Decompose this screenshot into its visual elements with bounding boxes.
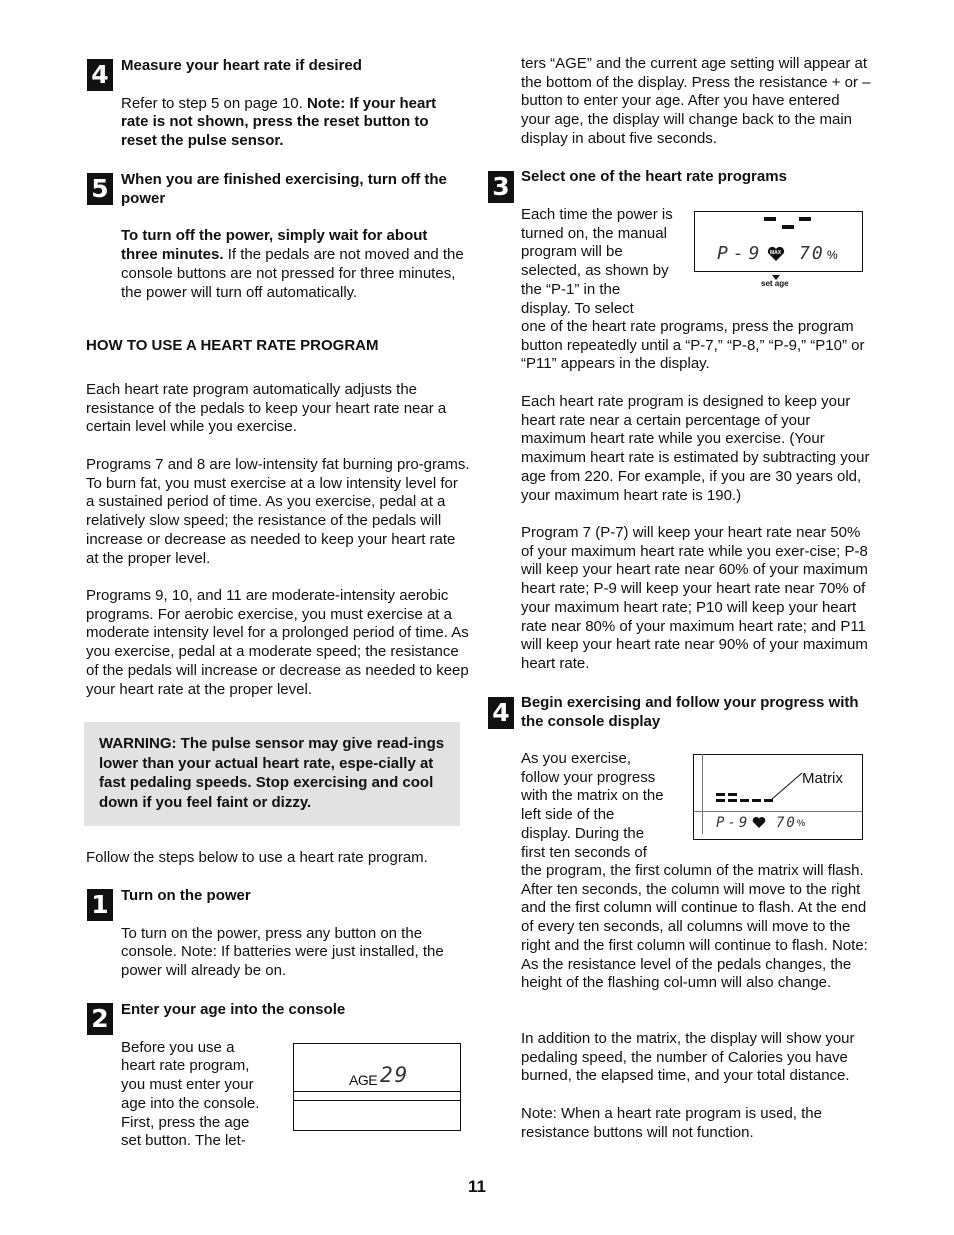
heart-max-label: MAX [770, 250, 782, 256]
step-4-number: 4 [87, 59, 113, 91]
left-para-3: Programs 9, 10, and 11 are moderate-intensity aerobic programs. For aerobic exercise, you must exercise at a moderate intensity level for a prolonged period of time. As you exercise, pedal at a moderate speed; the resistance of the pedals will increase or decrease as needed to keep your heart rate at the proper level. [86, 587, 469, 698]
heart-icon [752, 816, 766, 829]
step-5-body: To turn off the power, simply wait for about three minutes. If the pedals are not moved and the console buttons are not pressed for three minutes, the power will turn off automatically. [121, 227, 464, 301]
step-5-number: 5 [87, 173, 113, 205]
step-4b-para-2: In addition to the matrix, the display will show your pedaling speed, the number of Calories you have burned, the elapsed time, and your total distance. [521, 1030, 855, 1085]
step-3-body-wrap: Each time the power is turned on, the manual program will be selected, as shown by the “P-1” in the display. To select [521, 206, 673, 317]
percent-sign: % [797, 818, 806, 828]
matrix-label: Matrix [802, 770, 843, 787]
step-4b-number: 4 [488, 697, 514, 729]
step-4b-para-3: Note: When a heart rate program is used, the resistance buttons will not function. [521, 1105, 822, 1141]
left-para-2: Programs 7 and 8 are low-intensity fat burning pro-grams. To burn fat, you must exercise at a low intensity level for a sustained period of time. As you exercise, pedal at a relatively slow speed; the resistance of the pedals will increase or decrease as needed to keep your heart rate at the proper level. [86, 456, 470, 567]
age-display-label: AGE [349, 1072, 378, 1088]
step-2-title: Enter your age into the console [121, 1001, 346, 1018]
step-5-block [121, 171, 466, 302]
step-4b-body: the program, the first column of the matrix will flash. After ten seconds, the column will move to the right and the first column will continue to flash. At the end of every ten seconds, all columns will move to the right and the first column will continue to flash. Note: As the resistance level of the pedals changes, the height of the flashing col-umn will also change. [521, 862, 868, 992]
step-4b-title: Begin exercising and follow your progress with the console display [521, 694, 859, 730]
step-3-para-3: Program 7 (P-7) will keep your heart rate near 50% of your maximum heart rate while you exer-cise; P-8 will keep your heart rate near 60% of your maximum heart rate; P-9 will keep your heart rate near 70% of your maximum heart rate; P10 will keep your heart rate near 80% of your maximum heart rate; and P11 will keep your heart rate near 90% of your maximum heart rate. [521, 524, 868, 672]
step-4-block [121, 57, 466, 151]
matrix-bar [716, 793, 725, 796]
step-4-title: Measure your heart rate if desired [121, 57, 362, 74]
matrix-bar [728, 799, 737, 802]
left-para-1: Each heart rate program automatically adjusts the resistance of the pedals to keep your heart rate near a certain level while you exercise. [86, 381, 447, 436]
program-number: P-9 [716, 815, 751, 831]
program-display-illustration [694, 211, 863, 272]
percent-sign: % [827, 248, 838, 262]
age-display-divider-bottom [294, 1100, 460, 1101]
step-2-body: Before you use a heart rate program, you must enter your age into the console. First, press the age set button. The let- [121, 1038, 260, 1150]
step-4b-body-wrap: As you exercise, follow your progress with the matrix on the left side of the display. During the first ten seconds of [521, 750, 664, 861]
matrix-bar [740, 799, 749, 802]
program-number: P-9 [717, 243, 765, 264]
matrix-bar [799, 217, 811, 221]
age-display-illustration [293, 1043, 461, 1131]
step-1-body: To turn on the power, press any button on the console. Note: If batteries were just installed, the power will already be on. [121, 924, 444, 980]
step-2-number: 2 [87, 1003, 113, 1035]
step-1-number: 1 [87, 889, 113, 921]
set-age-caption: set age [761, 279, 789, 288]
step-1-block [121, 887, 463, 981]
follow-steps-text: Follow the steps below to use a heart rate program. [86, 849, 428, 866]
warning-box [84, 722, 460, 826]
matrix-bar [782, 225, 794, 229]
age-display-divider-top [294, 1091, 460, 1092]
matrix-bar [764, 217, 776, 221]
matrix-bar [716, 799, 725, 802]
heart-icon [767, 246, 785, 262]
matrix-bar [752, 799, 761, 802]
warning-text: WARNING: The pulse sensor may give read-ings lower than your actual heart rate, espe-cially at fast pedaling speeds. Stop exercising and cool down if you feel faint or dizzy. [99, 735, 445, 811]
step-3-para-2: Each heart rate program is designed to keep your heart rate near a certain percentage of your maximum heart rate while you exercise. (Your maximum heart rate is estimated by subtracting your age from 220. For example, if you are 30 years old, your maximum heart rate is 190.) [521, 393, 870, 504]
step-3-body: one of the heart rate programs, press the program button repeatedly until a “P-7,” “P-8,” “P-9,” “P10” or “P11” appears in the display. [521, 318, 865, 373]
page-number: 11 [468, 1177, 486, 1196]
step-3-title: Select one of the heart rate programs [521, 168, 787, 185]
percent-value: 70 [799, 243, 825, 264]
percent-value: 70 [776, 815, 797, 831]
display-inner-line [694, 811, 862, 812]
matrix-bar [728, 793, 737, 796]
step-1-title: Turn on the power [121, 887, 251, 904]
display-inner-line [702, 754, 703, 834]
step-5-title: When you are finished exercising, turn off the power [121, 171, 447, 207]
step-2-continued: ters “AGE” and the current age setting will appear at the bottom of the display. Press the resistance + or – button to enter your age. After you have entered your age, the display will change back to the main display in about five seconds. [521, 55, 871, 147]
matrix-display-illustration [693, 754, 863, 840]
age-display-value: 29 [380, 1063, 410, 1087]
step-4-body: Refer to step 5 on page 10. Note: If your heart rate is not shown, press the reset button to reset the pulse sensor. [121, 94, 437, 150]
step-3-number: 3 [488, 171, 514, 203]
section-heading: HOW TO USE A HEART RATE PROGRAM [86, 337, 379, 354]
